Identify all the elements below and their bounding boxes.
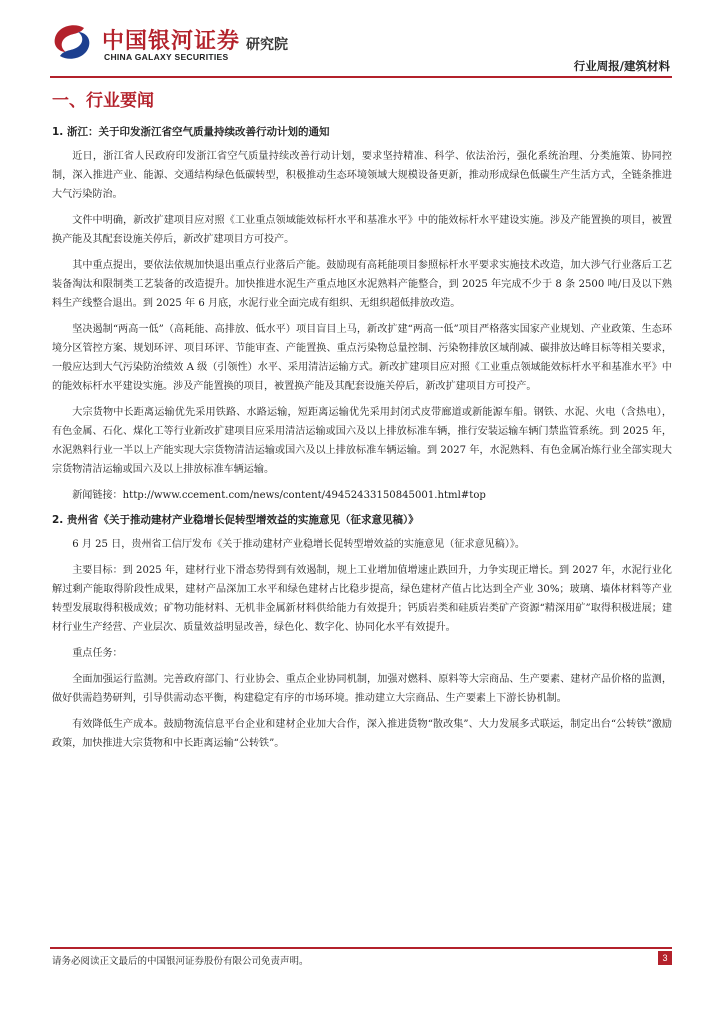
paragraph: 坚决遏制“两高一低”（高耗能、高排放、低水平）项目盲目上马，新改扩建“两高一低”项目严格落实国家产业规划、产业政策、生态环境分区管控方案、规划环评、项目环评、节能审查、产能置换、重点污染物总量控制、污染物排放区域削减、碳排放达峰目标等相关要求，一般应达到大气污染防治绩效 A 级（引领性）水平、采用清洁运输方式。新改扩建项目应对照《工业重点领域能效标杆水平和基准水平》中的能效标杆水平建设实施。涉及产能置换的项目，被置换产能及其配套设施关停后，新改扩建项目方可投产。 — [52, 324, 672, 392]
footer-divider — [50, 947, 672, 949]
paragraph: 主要目标：到 2025 年，建材行业下滑态势得到有效遏制，规上工业增加值增速止跌回升，力争实现正增长。到 2027 年，水泥行业化解过剩产能取得阶段性成果，建材产品深加工水平和绿色建材占比稳步提高，绿色建材产值占比达到全产业 30%；玻璃、墙体材料等产业转型发展取得积极成效；矿物功能材料、无机非金属新材料供给能力有效提升；钙质岩类和硅质岩类矿产资源“精深用矿”取得积极进展；建材行业生产经营、产业层次、质量效益明显改善，绿色化、数字化、协同化水平有效提升。 — [52, 565, 672, 633]
news-item-title: 1. 浙江：关于印发浙江省空气质量持续改善行动计划的通知 — [52, 126, 330, 138]
paragraph: 重点任务： — [72, 648, 123, 659]
paragraph: 文件中明确，新改扩建项目应对照《工业重点领域能效标杆水平和基准水平》中的能效标杆水平建设实施。涉及产能置换的项目，被置换产能及其配套设施关停后，新改扩建项目方可投产。 — [52, 215, 672, 245]
paragraph: 6 月 25 日，贵州省工信厅发布《关于推动建材产业稳增长促转型增效益的实施意见（征求意见稿）》。 — [72, 539, 526, 550]
news-link[interactable]: 新闻链接：http://www.ccement.com/news/content/49452433150845001.html#top — [72, 490, 486, 501]
paragraph: 近日，浙江省人民政府印发浙江省空气质量持续改善行动计划，要求坚持精准、科学、依法治污，强化系统治理、分类施策、协同控制，深入推进产业、能源、交通结构绿色低碳转型，积极推动生态环境领域大规模设备更新，推动形成绿色低碳生产生活方式，全链条推进大气污染防治。 — [52, 151, 672, 200]
paragraph: 其中重点提出，要依法依规加快退出重点行业落后产能。鼓励现有高耗能项目参照标杆水平要求实施技术改造，加大涉气行业落后工艺装备淘汰和限制类工艺装备的改造提升。加快推进水泥生产重点地区水泥熟料产能整合，到 2025 年完成不少于 8 条 2500 吨/日及以下熟料生产线整合退出。到 2025 年 6 月底，水泥行业全面完成有组织、无组织超低排放改造。 — [52, 260, 672, 309]
page-number: 3 — [658, 951, 672, 965]
institute-label: 研究院 — [246, 37, 288, 53]
galaxy-logo-icon — [50, 22, 94, 62]
paragraph: 有效降低生产成本。鼓励物流信息平台企业和建材企业加大合作，深入推进货物“散改集”、大力发展多式联运，制定出台“公转铁”激励政策，加快推进大宗货物和中长距离运输“公转铁”。 — [52, 719, 672, 749]
header-divider — [50, 76, 672, 78]
paragraph: 全面加强运行监测。完善政府部门、行业协会、重点企业协同机制，加强对燃料、原料等大宗商品、生产要素、建材产品价格的监测，做好供需趋势研判，引导供需动态平衡，构建稳定有序的市场环境。推动建立大宗商品、生产要素上下游长协机制。 — [52, 674, 672, 704]
company-logo-text: 中国银河证券 — [102, 29, 241, 54]
company-english-name: CHINA GALAXY SECURITIES — [104, 52, 229, 62]
page-header — [50, 20, 670, 82]
paragraph: 大宗货物中长距离运输优先采用铁路、水路运输，短距离运输优先采用封闭式皮带廊道或新能源车船。钢铁、水泥、火电（含热电），有色金属、石化、煤化工等行业新改扩建项目应采用清洁运输或国六及以上排放标准车辆，推行安装运输车辆门禁监管系统。到 2025 年，水泥熟料行业一半以上产能实现大宗货物清洁运输或国六及以上排放标准车辆运输。到 2027 年，水泥熟料、有色金属冶炼行业全部实现大宗货物清洁运输或国六及以上排放标准车辆运输。 — [52, 407, 672, 475]
section-title: 一、行业要闻 — [52, 91, 154, 111]
main-content — [52, 88, 672, 760]
news-item-title: 2. 贵州省《关于推动建材产业稳增长促转型增效益的实施意见（征求意见稿）》 — [52, 514, 419, 526]
footer-disclaimer: 请务必阅读正文最后的中国银河证券股份有限公司免责声明。 — [52, 956, 309, 967]
report-type: 行业周报/建筑材料 — [573, 59, 670, 73]
